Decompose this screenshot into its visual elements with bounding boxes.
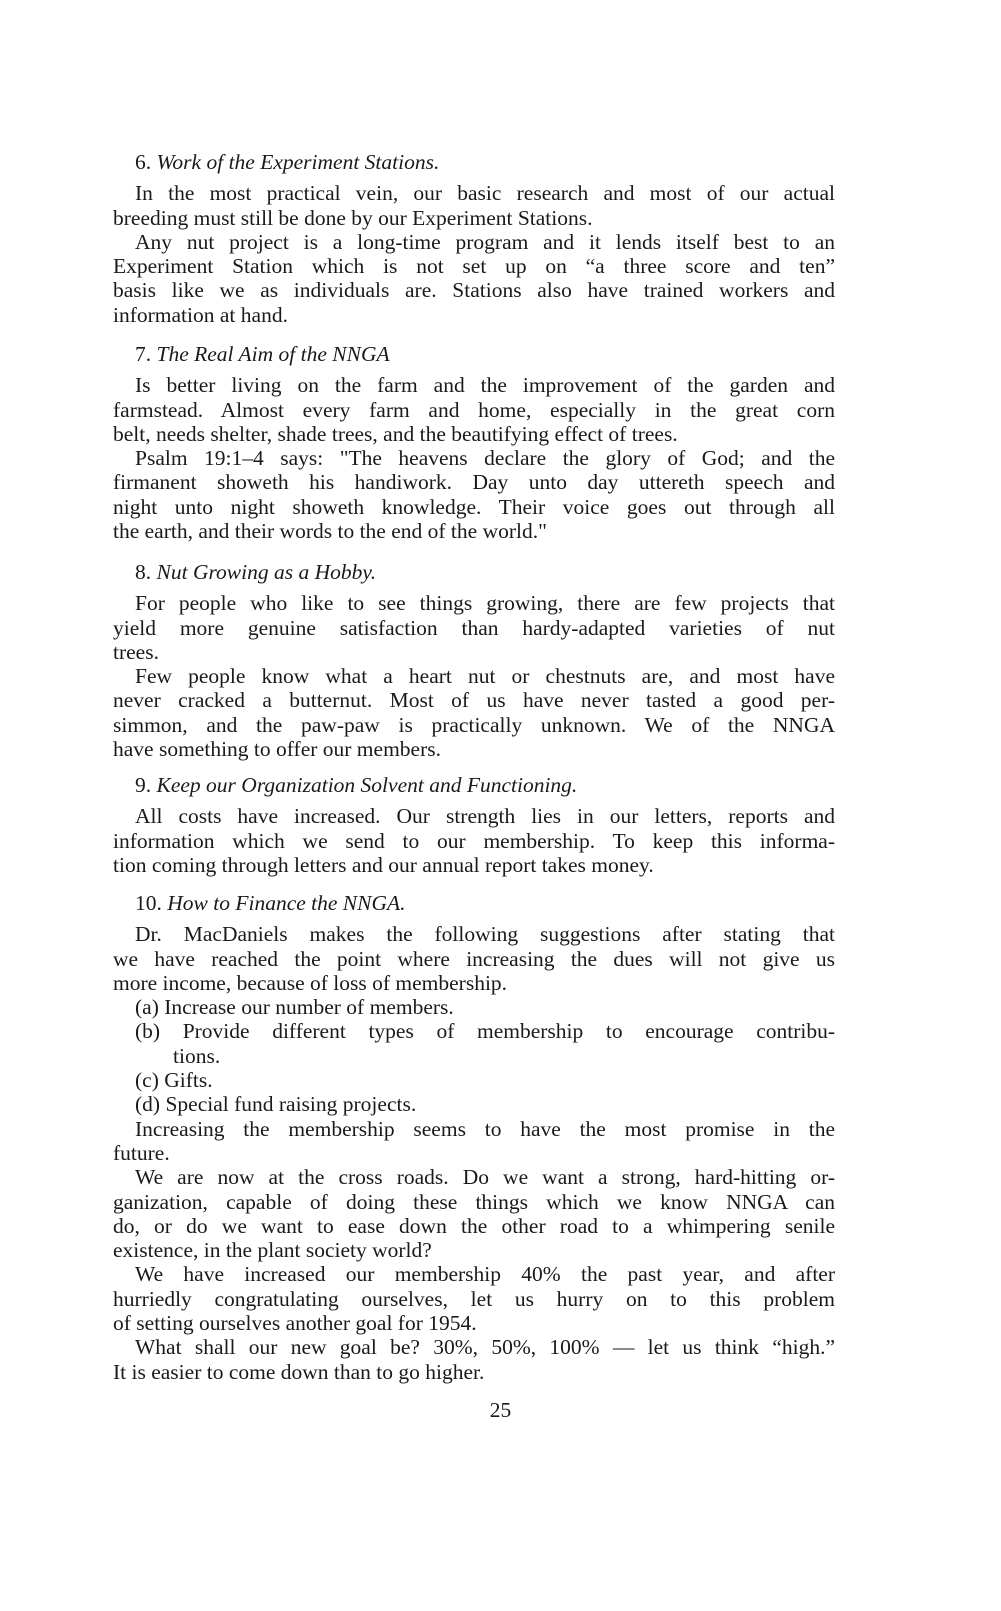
text-line: basis like we as individuals are. Stations also have trained workers and xyxy=(113,278,835,303)
paragraph xyxy=(113,181,835,230)
text-line: We are now at the cross roads. Do we want a strong, hard-hitting or- xyxy=(135,1165,835,1190)
section-number: 6. xyxy=(135,150,157,174)
paragraph xyxy=(113,1335,835,1384)
text-line: Increasing the membership seems to have the most promise in the xyxy=(135,1116,835,1141)
section-title: Keep our Organization Solvent and Functioning. xyxy=(156,773,578,797)
text-line: do, or do we want to ease down the other road to a whimpering senile xyxy=(113,1213,835,1238)
text-line: breeding must still be done by our Experiment Stations. xyxy=(113,205,593,230)
text-line: farmstead. Almost every farm and home, especially in the great corn xyxy=(113,397,835,422)
list-item xyxy=(113,1019,835,1068)
section-heading xyxy=(113,342,835,366)
section-title: Work of the Experiment Stations. xyxy=(156,150,440,174)
paragraph xyxy=(113,446,835,543)
text-line: the earth, and their words to the end of the world." xyxy=(113,519,547,544)
section-heading xyxy=(113,773,835,797)
text-line: All costs have increased. Our strength lies in our letters, reports and xyxy=(135,804,835,829)
text-line: It is easier to come down than to go higher. xyxy=(113,1359,485,1384)
text-line: more income, because of loss of membership. xyxy=(113,970,508,995)
text-line: What shall our new goal be? 30%, 50%, 100% — let us think “high.” xyxy=(135,1335,835,1360)
paragraph xyxy=(113,1117,835,1166)
text-line: (d) Special fund raising projects. xyxy=(135,1092,417,1117)
text-line: Is better living on the farm and the improvement of the garden and xyxy=(135,373,835,398)
text-line: tions. xyxy=(173,1043,221,1068)
text-line: have something to offer our members. xyxy=(113,737,441,762)
text-line: Experiment Station which is not set up on “a three score and ten” xyxy=(113,254,835,279)
text-line: belt, needs shelter, shade trees, and the beautifying effect of trees. xyxy=(113,421,678,446)
text-line: of setting ourselves another goal for 1954. xyxy=(113,1311,477,1336)
section-title: How to Finance the NNGA. xyxy=(167,891,406,915)
section-heading xyxy=(113,891,835,915)
text-line: (b) Provide different types of membership to encourage contribu- xyxy=(135,1019,835,1044)
text-line: firmanent showeth his handiwork. Day unto day uttereth speech and xyxy=(113,470,835,495)
text-line: simmon, and the paw-paw is practically unknown. We of the NNGA xyxy=(113,712,835,737)
text-line: tion coming through letters and our annual report takes money. xyxy=(113,852,654,877)
list-item xyxy=(113,1068,835,1092)
section-8 xyxy=(113,560,835,761)
section-number: 8. xyxy=(135,560,157,584)
text-line: We have increased our membership 40% the past year, and after xyxy=(135,1262,835,1287)
section-number: 9. xyxy=(135,773,157,797)
text-line: Few people know what a heart nut or chestnuts are, and most have xyxy=(135,664,835,689)
text-line: information which we send to our membership. To keep this informa- xyxy=(113,828,835,853)
text-line: (a) Increase our number of members. xyxy=(135,995,454,1020)
paragraph xyxy=(113,664,835,761)
section-heading xyxy=(113,150,835,174)
text-line: In the most practical vein, our basic research and most of our actual xyxy=(135,181,835,206)
list-item xyxy=(113,1092,835,1116)
text-line: (c) Gifts. xyxy=(135,1068,213,1093)
paragraph xyxy=(113,230,835,327)
text-line: yield more genuine satisfaction than hardy-adapted varieties of nut xyxy=(113,615,835,640)
text-line: Dr. MacDaniels makes the following suggestions after stating that xyxy=(135,922,835,947)
text-line: ganization, capable of doing these things which we know NNGA can xyxy=(113,1189,835,1214)
text-line: information at hand. xyxy=(113,302,288,327)
text-line: Any nut project is a long-time program and it lends itself best to an xyxy=(135,229,835,254)
section-9 xyxy=(113,773,835,877)
paragraph xyxy=(113,1262,835,1335)
paragraph xyxy=(113,1165,835,1262)
section-title: Nut Growing as a Hobby. xyxy=(156,560,377,584)
section-heading xyxy=(113,560,835,584)
text-line: we have reached the point where increasing the dues will not give us xyxy=(113,946,835,971)
text-line: Psalm 19:1–4 says: "The heavens declare the glory of God; and the xyxy=(135,446,835,471)
text-line: hurriedly congratulating ourselves, let us hurry on to this problem xyxy=(113,1286,835,1311)
text-line: trees. xyxy=(113,639,159,664)
section-number: 10. xyxy=(135,891,168,915)
section-6 xyxy=(113,150,835,327)
page-number: 25 xyxy=(489,1398,512,1422)
section-title: The Real Aim of the NNGA xyxy=(156,342,390,366)
text-line: existence, in the plant society world? xyxy=(113,1238,432,1263)
section-10 xyxy=(113,891,835,1384)
paragraph xyxy=(113,922,835,995)
paragraph xyxy=(113,591,835,664)
list-item xyxy=(113,995,835,1019)
text-line: future. xyxy=(113,1140,170,1165)
paragraph xyxy=(113,373,835,446)
paragraph xyxy=(113,804,835,877)
text-line: night unto night showeth knowledge. Their voice goes out through all xyxy=(113,494,835,519)
text-line: never cracked a butternut. Most of us have never tasted a good per- xyxy=(113,688,835,713)
section-7 xyxy=(113,342,835,543)
section-number: 7. xyxy=(135,342,157,366)
text-line: For people who like to see things growing, there are few projects that xyxy=(135,591,835,616)
